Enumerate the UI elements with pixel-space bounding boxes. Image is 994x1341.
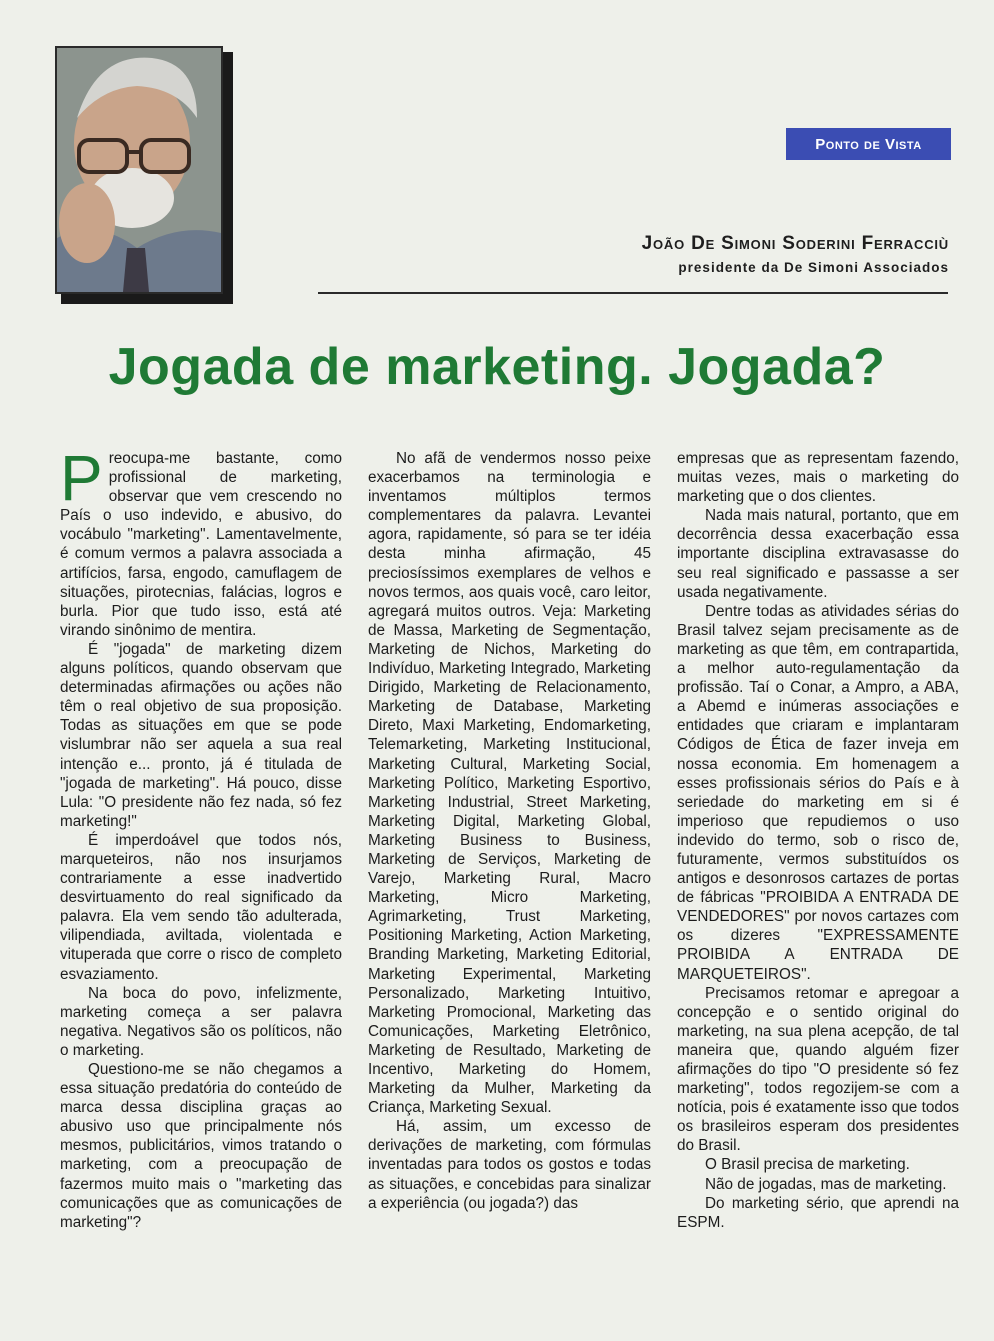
- article-column-3: [677, 449, 959, 1232]
- paragraph: Dentre todas as atividades sérias do Brasil talvez sejam precisamente as de marketing as que têm, em contrapartida, a melhor auto-regulamentação da profissão. Taí o Conar, a Ampro, a ABA, a Abemd e inúmeras associações e entidades que criaram e implantaram Códigos de Ética de fazer inveja em nossa economia. Em homenagem a esses profissionais sérios do País e à seriedade do marketing em si é imperioso que repudiemos o uso indevido do termo, sob o risco de, futuramente, vermos substituídos os antigos e desonrosos cartazes de portas de fábricas "PROIBIDA A ENTRADA DE VENDEDORES" por novos cartazes com os dizeres "EXPRESSAMENTE PROIBIDA A ENTRADA DE MARQUETEIROS".: [677, 602, 959, 983]
- paragraph: empresas que as representam fazendo, muitas vezes, mais o marketing do marketing que o dos clientes.: [677, 450, 959, 506]
- paragraph: Precisamos retomar e apregoar a concepção e o sentido original do marketing, na sua plena acepção, de tal maneira que, quando alguém fizer afirmações do tipo "O presidente só fez marketing", todos regozijem-se com a notícia, pois é exatamente isso que todos os brasileiros esperam dos presidentes do Brasil.: [677, 984, 959, 1155]
- paragraph: O Brasil precisa de marketing.: [705, 1156, 910, 1174]
- divider: [318, 292, 948, 294]
- paragraph: Não de jogadas, mas de marketing.: [705, 1175, 947, 1193]
- paragraph: É imperdoável que todos nós, marqueteiros, não nos insurjamos contrariamente a esse inadvertido desvirtuamento do real significado da palavra. Ela vem sendo tão adulterada, vilipendiada, aviltada, violentada e vituperada que corre o risco de completo esvaziamento.: [60, 831, 342, 983]
- article-column-1: [60, 442, 342, 1232]
- paragraph: Na boca do povo, infelizmente, marketing começa a ser palavra negativa. Negativos são os políticos, não o marketing.: [60, 984, 342, 1059]
- paragraph: Do marketing sério, que aprendi na ESPM.: [677, 1194, 959, 1231]
- paragraph: Há, assim, um excesso de derivações de marketing, com fórmulas inventadas para todos os gostos e todas as situações, e concebidas para sinalizar a experiência (ou jogada?) das: [368, 1118, 651, 1212]
- paragraph: Nada mais natural, portanto, que em decorrência dessa exacerbação essa importante disciplina extravasasse do seu real significado e passasse a ser usada negativamente.: [677, 507, 959, 601]
- author-role: presidente da De Simoni Associados: [678, 260, 949, 275]
- paragraph: Preocupa-me bastante, como profissional de marketing, observar que vem crescendo no País o uso indevido, e abusivo, do vocábulo "marketing". Lamentavelmente, é comum vermos a palavra associada a artifícios, farsa, engodo, camuflagem de situações, pirotecnias, falácias, logros e burla. Pior que tudo isso, está até virando sinônimo de mentira.: [60, 442, 342, 639]
- drop-cap: P: [60, 442, 103, 514]
- author-photo: [55, 46, 223, 294]
- article-column-2: [368, 449, 651, 1213]
- paragraph: É "jogada" de marketing dizem alguns políticos, quando observam que determinadas afirmações ou ações não têm o real objetivo de sua proposição. Todas as situações em que se pode vislumbrar não ser aquela a sua real intenção e... pronto, já é titulada de "jogada de marketing". Há pouco, disse Lula: "O presidente não fez nada, só fez marketing!": [60, 640, 342, 830]
- paragraph: Questiono-me se não chegamos a essa situação predatória do conteúdo de marca dessa disciplina graças ao abusivo uso que principalmente nós mesmos, publicitários, vimos tratando o marketing, com a preocupação de fazermos muito mais o "marketing das comunicações que as comunicações de marketing"?: [60, 1061, 342, 1231]
- paragraph: No afã de vendermos nosso peixe exacerbamos na terminologia e inventamos múltiplos termos complementares da palavra. Levantei agora, rapidamente, só para se ter idéia desta minha afirmação, 45 preciosíssimos exemplares de velhos e novos termos, aos quais você, caro leitor, agregará muitos outros. Veja: Marketing de Massa, Marketing de Segmentação, Marketing de Nichos, Marketing do Indivíduo, Marketing Integrado, Marketing Dirigido, Marketing de Relacionamento, Marketing de Database, Marketing Direto, Maxi Marketing, Endomarketing, Telemarketing, Marketing Institucional, Marketing Cultural, Marketing Social, Marketing Político, Marketing Esportivo, Marketing Industrial, Street Marketing, Marketing Digital, Marketing Global, Marketing Business to Business, Marketing de Serviços, Marketing de Varejo, Marketing Rural, Macro Marketing, Micro Marketing, Agrimarketing, Trust Marketing, Positioning Marketing, Action Marketing, Branding Marketing, Marketing Editorial, Marketing Experimental, Marketing Personalizado, Marketing Intuitivo, Marketing Promocional, Marketing das Comunicações, Marketing Eletrônico, Marketing de Resultado, Marketing de Incentivo, Marketing do Homem, Marketing da Mulher, Marketing da Criança, Marketing Sexual.: [368, 450, 651, 1117]
- headline: Jogada de marketing. Jogada?: [108, 338, 886, 396]
- author-name: João De Simoni Soderini Ferracciù: [641, 233, 949, 254]
- section-tag: Ponto de Vista: [786, 128, 951, 160]
